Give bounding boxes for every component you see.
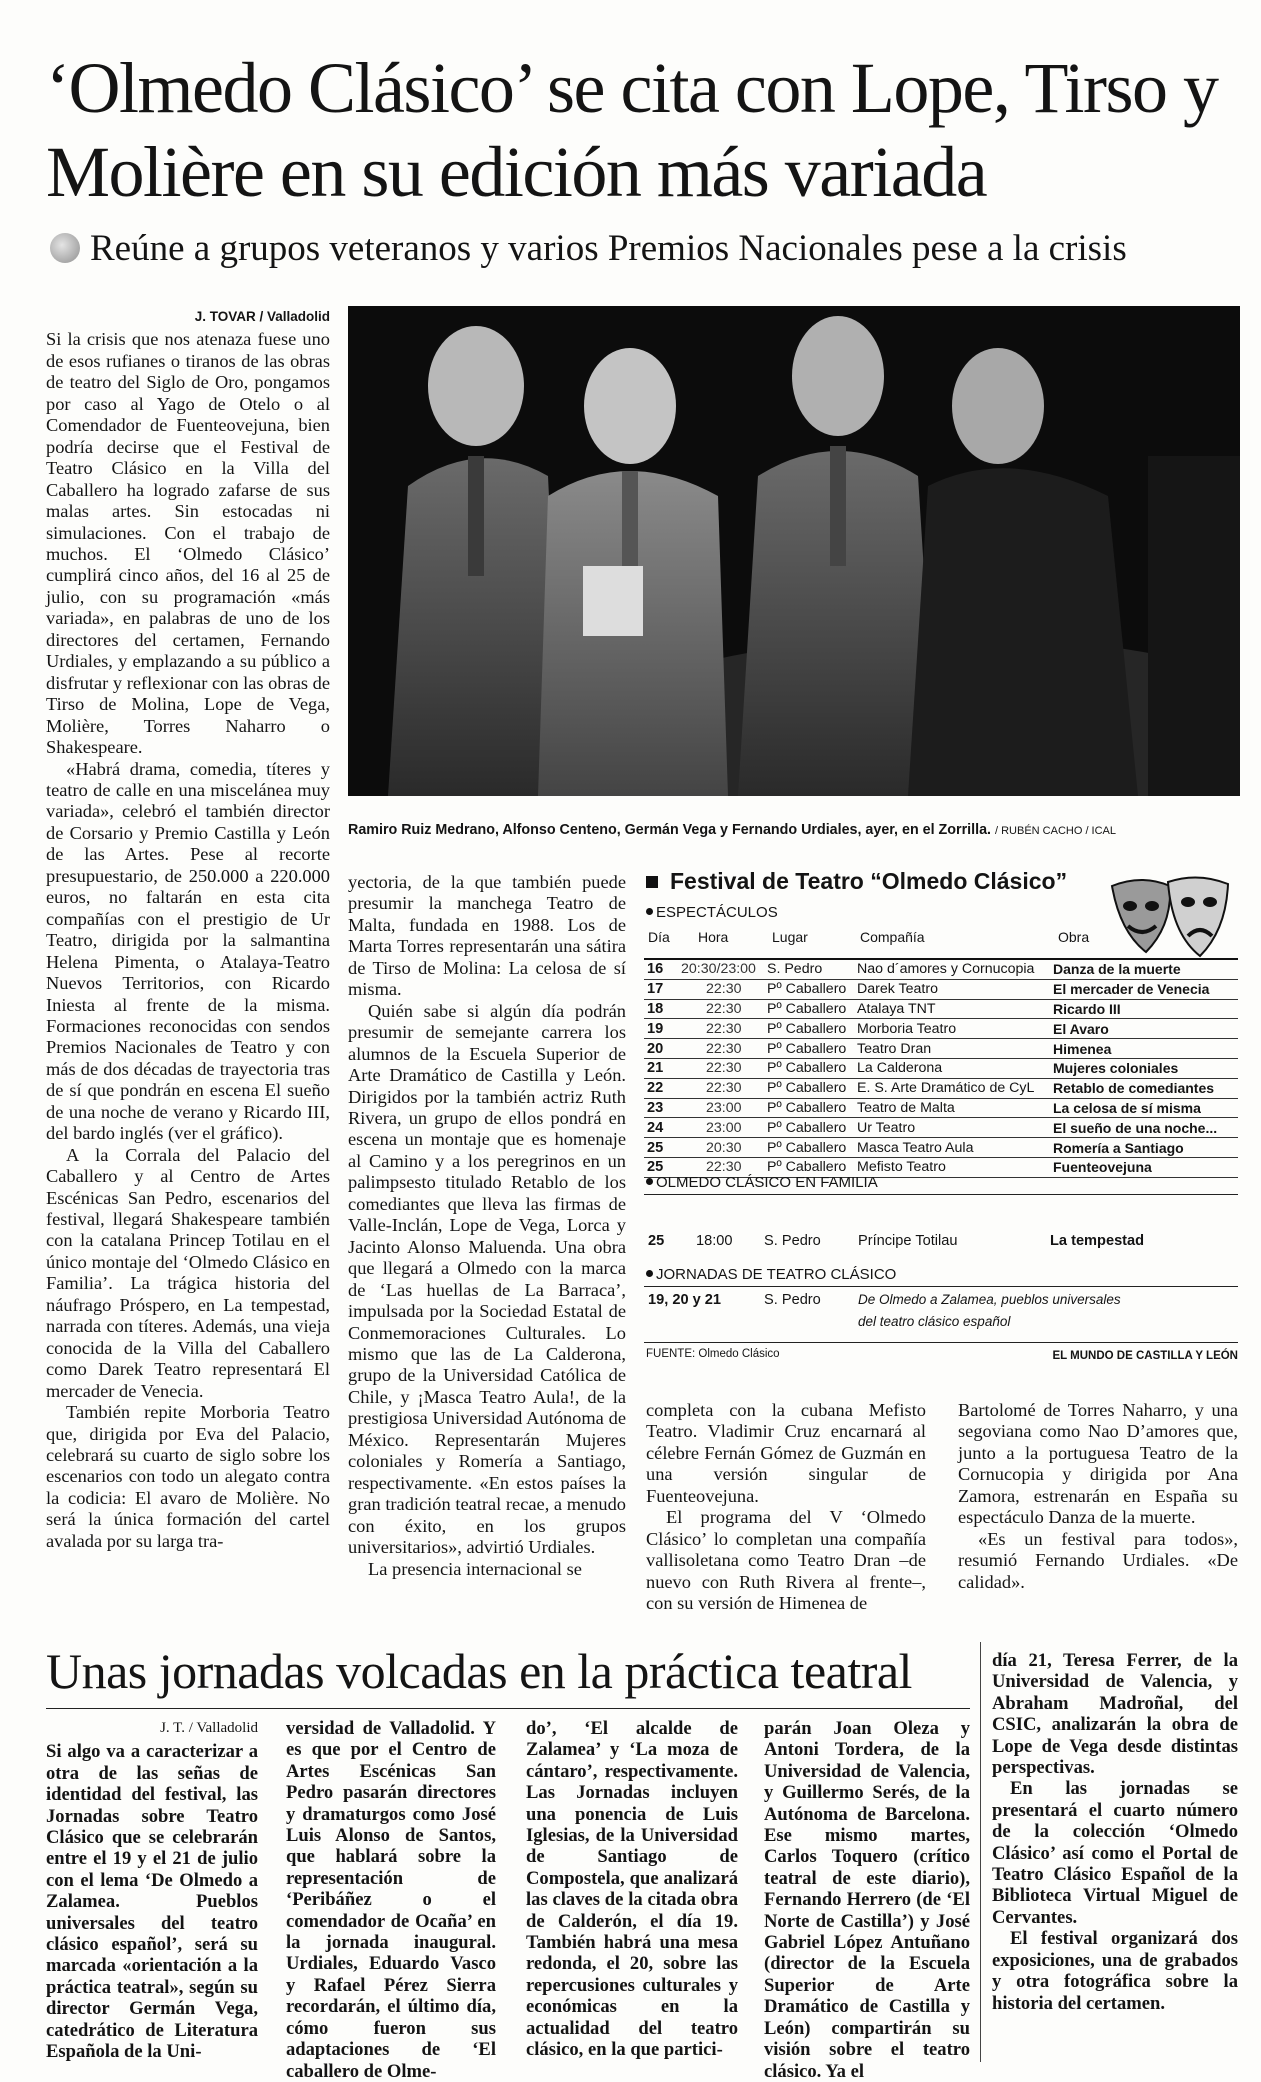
festival-title-text: Festival de Teatro “Olmedo Clásico” [670,868,1068,894]
article2-column-3 [526,1718,738,2061]
article2-column-2 [286,1718,496,2082]
divider [644,1286,1238,1287]
table-header [648,929,1238,949]
paragraph: El festival organizará dos exposiciones, una de grabados y otra fotográfica sobre la historia del certamen. [992,1928,1238,2014]
photo-caption [348,822,1240,838]
subheadline-text: Reúne a grupos veteranos y varios Premios Nacionales pese a la crisis [90,228,1127,269]
source-note: FUENTE: Olmedo Clásico [646,1348,780,1360]
section-jornadas: JORNADAS DE TEATRO CLÁSICO [646,1266,896,1283]
black-square-icon [646,876,658,888]
jornadas-row: 19, 20 y 21 S. Pedro De Olmedo a Zalamea, pueblos universales del teatro clásico español [648,1292,1121,1329]
paragraph: Si algo va a caracterizar a otra de las señas de identidad del festival, las Jornadas sobre Teatro Clásico que se celebrarán entre el 19 y el 21 de julio con el lema ‘De Olmedo a Zalamea. Pueblos universales del teatro clásico español’, será su marcada «orientación a la práctica teatral», según su director Germán Vega, catedrático de Literatura Española de la Uni- [46,1741,258,2063]
table-row: 21 22:30 Pº Caballero La Calderona Mujeres coloniales [644,1058,1238,1078]
photo-credit: / RUBÉN CACHO / ICAL [994,825,1117,837]
article-column-2 [348,872,626,1580]
shows-table [644,958,1238,1178]
byline: J. TOVAR / Valladolid [194,309,330,324]
article-column-3 [646,1400,926,1615]
paragraph: En las jornadas se presentará el cuarto número de la colección ‘Olmedo Clásico’ así como el Portal de Teatro Clásico Español de la Biblioteca Virtual Miguel de Cervantes. [992,1778,1238,1928]
paragraph: La presencia internacional se [368,1558,582,1579]
table-row: 25 22:30 Pº Caballero Mefisto Teatro Fuenteovejuna [644,1157,1238,1177]
article2-headline: Unas jornadas volcadas en la práctica teatral [46,1643,912,1699]
article2-column-4 [764,1718,970,2082]
table-row: 23 23:00 Pº Caballero Teatro de Malta La celosa de sí misma [644,1098,1238,1118]
newspaper-credit: EL MUNDO DE CASTILLA Y LEÓN [1052,1350,1238,1362]
paragraph: día 21, Teresa Ferrer, de la Universidad de Valencia, y Abraham Madroñal, del CSIC, analizarán la obra de Lope de Vega desde distintas perspectivas. [992,1650,1238,1779]
table-row: 20 22:30 Pº Caballero Teatro Dran Himenea [644,1039,1238,1059]
bullet-dot-icon [646,908,653,915]
divider [46,1708,970,1709]
festival-title [646,868,1067,895]
paragraph: También repite Morboria Teatro que, dirigida por Eva del Palacio, celebrará su cuarto de siglo sobre los escenarios con todo un alegato contra la codicia: El avaro de Molière. No será la única formación del cartel avalada por su larga tra- [46,1402,330,1551]
table-row: 16 20:30/23:00 S. Pedro Nao d´amores y Cornucopia Danza de la muerte [644,959,1238,979]
article2-byline: J. T. / Valladolid [160,1720,258,1736]
paragraph: parán Joan Oleza y Antoni Tordera, de la Universidad de Valencia, y Guillermo Serés, de la Autónoma de Barcelona. Ese mismo martes, Carlos Toquero (crítico teatral de este diario), Fernando Herrero (de ‘El Norte de Castilla’) y José Gabriel López Antuñano (director de la Escuela Superior de Arte Dramático de Castilla y León) compartirán su visión sobre el teatro clásico. Ya el [764,1718,970,2082]
photo-figures [348,306,1240,796]
header-time: Hora [698,929,729,945]
paragraph: do’, ‘El alcalde de Zalamea’ y ‘La moza de cántaro’, respectivamente. Las Jornadas incluyen una ponencia de Luis Iglesias, de la Universidad de Santiago de Compostela, que analizará las claves de la citada obra de Calderón, el día 19. También habrá una mesa redonda, el 20, sobre las repercusiones culturales y económicas en la actualidad del teatro clásico, en la que partici- [526,1718,738,2061]
headline: ‘Olmedo Clásico’ se cita con Lope, Tirso y Molière en su edición más variada [46,48,1218,212]
table-row: 17 22:30 Pº Caballero Darek Teatro El mercader de Venecia [644,979,1238,999]
article2-column-1 [46,1718,258,2063]
article-column-1 [46,306,330,1552]
bullet-dot-icon [646,1270,653,1277]
paragraph: versidad de Valladolid. Y es que por el Centro de Artes Escénicas San Pedro pasarán directores y dramaturgos como José Luis Alonso de Santos, que hablará sobre la representación de ‘Peribáñez o el comendador de Ocaña’ en la jornada inaugural. Urdiales, Eduardo Vasco y Rafael Pérez Sierra recordarán, el último día, cómo fueron sus adaptaciones de ‘El caballero de Olme- [286,1718,496,2082]
article2-column-5 [992,1650,1238,2014]
paragraph: A la Corrala del Palacio del Caballero y al Centro de Artes Escénicas San Pedro, escenarios del festival, llegará Shakespeare también con la catalana Princep Totilau en el único montaje del ‘Olmedo Clásico en Familia’. La trágica historia del náufrago Próspero, en La tempestad, narrada con títeres. Además, una vieja conocida de la Villa del Caballero como Darek Teatro representará El mercader de Venecia. [46,1144,330,1401]
paragraph: Bartolomé de Torres Naharro, y una segoviana como Nao D’amores que, junto a la portuguesa Teatro de la Cornucopia y dirigida por Ana Zamora, estrenarán en España su espectáculo Danza de la muerte. [958,1400,1238,1528]
section-shows: ESPECTÁCULOS [646,904,778,921]
section-family: OLMEDO CLÁSICO EN FAMILIA [646,1174,878,1191]
column-rule [980,1642,981,2062]
bullet-dot-icon [646,1178,653,1185]
header-company: Compañía [860,929,925,945]
theater-masks-icon [1106,872,1234,964]
paragraph: El programa del V ‘Olmedo Clásico’ lo completan una compañía vallisoletana como Teatro Dran –de nuevo con Ruth Rivera al frente–, con su versión de Himenea de [646,1507,926,1614]
table-row: 22 22:30 Pº Caballero E. S. Arte Dramático de CyL Retablo de comediantes [644,1078,1238,1098]
divider [644,1194,1238,1195]
divider [644,1342,1238,1343]
paragraph: «Es un festival para todos», resumió Fernando Urdiales. «De calidad». [958,1528,1238,1592]
caption-text: Ramiro Ruiz Medrano, Alfonso Centeno, Germán Vega y Fernando Urdiales, ayer, en el Zorrilla. [348,822,991,838]
paragraph: «Habrá drama, comedia, títeres y teatro de calle en una miscelánea muy variada», celebró el también director de Corsario y Premio Castilla y León de las Artes. Pese al recorte presupuestario, de 250.000 a 220.000 euros, no faltarán en esta cita compañías con el prestigio de Ur Teatro, dirigida por la salmantina Helena Pimenta, o Atalaya-Teatro Nuevos Territorios, con Ricardo Iniesta al frente de la misma. Formaciones reconocidas con sendos Premios Nacionales de Teatro y con más de dos décadas de trayectoria tras de sí que pondrán en escena El sueño de una noche de verano y Ricardo III, del bardo inglés (ver el gráfico). [46,758,330,1144]
table-row: 24 23:00 Pº Caballero Ur Teatro El sueño de una noche... [644,1118,1238,1138]
header-place: Lugar [772,929,808,945]
news-photo [348,306,1240,796]
family-row: 25 18:00 S. Pedro Príncipe Totilau La tempestad [648,1233,1145,1249]
paragraph: Si la crisis que nos atenaza fuese uno de esos rufianes o tiranos de las obras de teatro del Siglo de Oro, pongamos por caso al Yago de Otelo o al Comendador de Fuenteovejuna, bien podría decirse que el Festival de Teatro Clásico en la Villa del Caballero ha logrado zafarse de sus malas artes. Sin estocadas ni simulaciones. Con el trabajo de muchos. El ‘Olmedo Clásico’ cumplirá cinco años, del 16 al 25 de julio, con su programación «más variada», en palabras de uno de los directores del certamen, Fernando Urdiales, y emplazando a su público a disfrutar y reflexionar con las obras de Tirso de Molina, Lope de Vega, Molière, Torres Naharro o Shakespeare. [46,329,330,758]
table-row: 19 22:30 Pº Caballero Morboria Teatro El Avaro [644,1019,1238,1039]
article-column-4 [958,1400,1238,1593]
paragraph: yectoria, de la que también puede presumir la manchega Teatro de Malta, fundada en 1988. Los de Marta Torres representarán una sátira de Tirso de Molina: La celosa de sí misma. [348,872,626,1000]
subheadline [50,226,1240,272]
paragraph: completa con la cubana Mefisto Teatro. Vladimir Cruz encarnará al célebre Fernán Gómez de Guzmán en una versión singular de Fuenteovejuna. [646,1400,926,1506]
header-day: Día [648,929,670,945]
table-row: 18 22:30 Pº Caballero Atalaya TNT Ricardo III [644,999,1238,1019]
paragraph: Quién sabe si algún día podrán presumir de semejante carrera los alumnos de la Escuela Superior de Arte Dramático de Castilla y León. Dirigidos por la también actriz Ruth Rivera, un grupo de ellos pondrá en escena un montaje que es homenaje al Camino y a los peregrinos en un palimpsesto titulado Retablo de los comediantes que lleva las firmas de Valle-Inclán, Lope de Vega, Lorca y Jacinto Alonso Maluenda. Una obra que llegará a Olmedo con la marca de ‘Las huellas de La Barraca’, impulsada por la Sociedad Estatal de Conmemoraciones Culturales. Lo mismo que las de La Calderona, grupo de la Universidad Católica de Chile, y ¡Masca Teatro Aula!, de la prestigiosa Universidad Autónoma de México. Representarán Mujeres coloniales y Romería a Santiago, respectivamente. «En estos países la gran tradición teatral recae, a menudo con éxito, en los grupos universitarios», advirtió Urdiales. [348,1000,626,1558]
header-work: Obra [1058,929,1090,945]
gray-dot-icon [50,233,80,263]
table-row: 25 20:30 Pº Caballero Masca Teatro Aula Romería a Santiago [644,1138,1238,1158]
